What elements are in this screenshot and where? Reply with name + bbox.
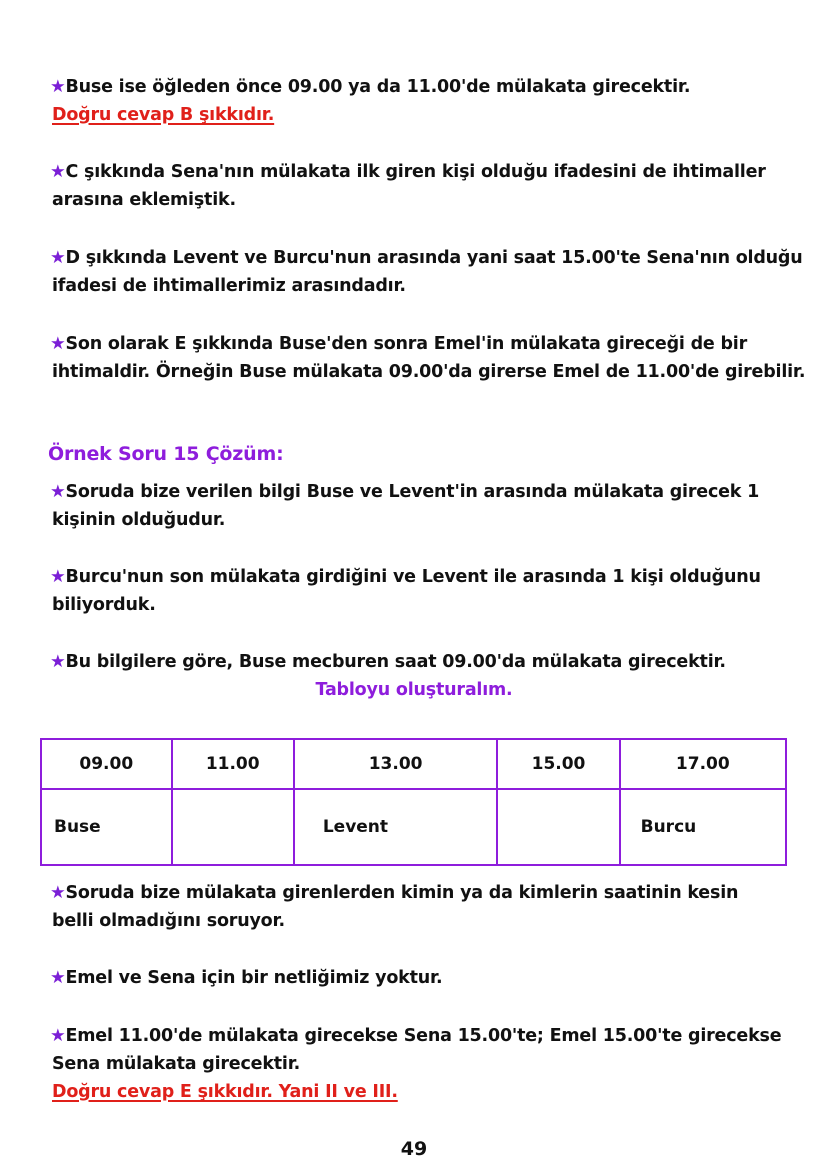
star-icon: ★ bbox=[50, 162, 66, 182]
answer-e: Doğru cevap E şıkkıdır. Yani II ve III. bbox=[52, 1082, 398, 1102]
paragraph-2-line-1: ★C şıkkında Sena'nın mülakata ilk giren kişi olduğu ifadesini de ihtimaller bbox=[50, 162, 766, 182]
star-icon: ★ bbox=[50, 482, 66, 502]
star-icon: ★ bbox=[50, 77, 66, 97]
table-cell-person bbox=[172, 789, 294, 865]
table-row bbox=[41, 789, 786, 865]
table-cell-person: Levent bbox=[294, 789, 498, 865]
solution-1-line-1: ★Soruda bize verilen bilgi Buse ve Levent'in arasında mülakata girecek 1 bbox=[50, 482, 760, 502]
table-cell-time: 13.00 bbox=[294, 739, 498, 789]
solution-1-line-2: kişinin olduğudur. bbox=[52, 510, 226, 530]
table-cell-time: 17.00 bbox=[620, 739, 786, 789]
table-cell-time: 15.00 bbox=[497, 739, 619, 789]
table-cell-person: Buse bbox=[41, 789, 172, 865]
page-number: 49 bbox=[400, 1138, 428, 1160]
table-cell-time: 09.00 bbox=[41, 739, 172, 789]
paragraph-4-line-2: ihtimaldir. Örneğin Buse mülakata 09.00'da girerse Emel de 11.00'de girebilir. bbox=[52, 362, 806, 382]
paragraph-2-line-2: arasına eklemiştik. bbox=[52, 190, 236, 210]
after-3-line-1: ★Emel 11.00'de mülakata girecekse Sena 15.00'te; Emel 15.00'te girecekse bbox=[50, 1026, 782, 1046]
solution-3-line-1: ★Bu bilgilere göre, Buse mecburen saat 09.00'da mülakata girecektir. bbox=[50, 652, 726, 672]
table-cell-time: 11.00 bbox=[172, 739, 294, 789]
table-caption: Tabloyu oluşturalım. bbox=[315, 680, 513, 700]
after-2-line-1: ★Emel ve Sena için bir netliğimiz yoktur. bbox=[50, 968, 443, 988]
star-icon: ★ bbox=[50, 334, 66, 354]
table-header-row bbox=[41, 739, 786, 789]
star-icon: ★ bbox=[50, 567, 66, 587]
table-cell-person: Burcu bbox=[620, 789, 786, 865]
solution-2-line-1: ★Burcu'nun son mülakata girdiğini ve Levent ile arasında 1 kişi olduğunu bbox=[50, 567, 761, 587]
star-icon: ★ bbox=[50, 652, 66, 672]
table-cell-person bbox=[497, 789, 619, 865]
paragraph-4-line-1: ★Son olarak E şıkkında Buse'den sonra Emel'in mülakata gireceği de bir bbox=[50, 334, 748, 354]
star-icon: ★ bbox=[50, 968, 66, 988]
solution-2-line-2: biliyorduk. bbox=[52, 595, 156, 615]
schedule-table bbox=[40, 738, 787, 866]
paragraph-3-line-2: ifadesi de ihtimallerimiz arasındadır. bbox=[52, 276, 406, 296]
after-1-line-1: ★Soruda bize mülakata girenlerden kimin ya da kimlerin saatinin kesin bbox=[50, 883, 739, 903]
after-3-line-2: Sena mülakata girecektir. bbox=[52, 1054, 301, 1074]
answer-b: Doğru cevap B şıkkıdır. bbox=[52, 105, 275, 125]
paragraph-1-line-1: ★Buse ise öğleden önce 09.00 ya da 11.00'de mülakata girecektir. bbox=[50, 77, 691, 97]
star-icon: ★ bbox=[50, 1026, 66, 1046]
star-icon: ★ bbox=[50, 248, 66, 268]
solution-title: Örnek Soru 15 Çözüm: bbox=[48, 443, 284, 465]
paragraph-3-line-1: ★D şıkkında Levent ve Burcu'nun arasında yani saat 15.00'te Sena'nın olduğu bbox=[50, 248, 803, 268]
after-1-line-2: belli olmadığını soruyor. bbox=[52, 911, 285, 931]
star-icon: ★ bbox=[50, 883, 66, 903]
